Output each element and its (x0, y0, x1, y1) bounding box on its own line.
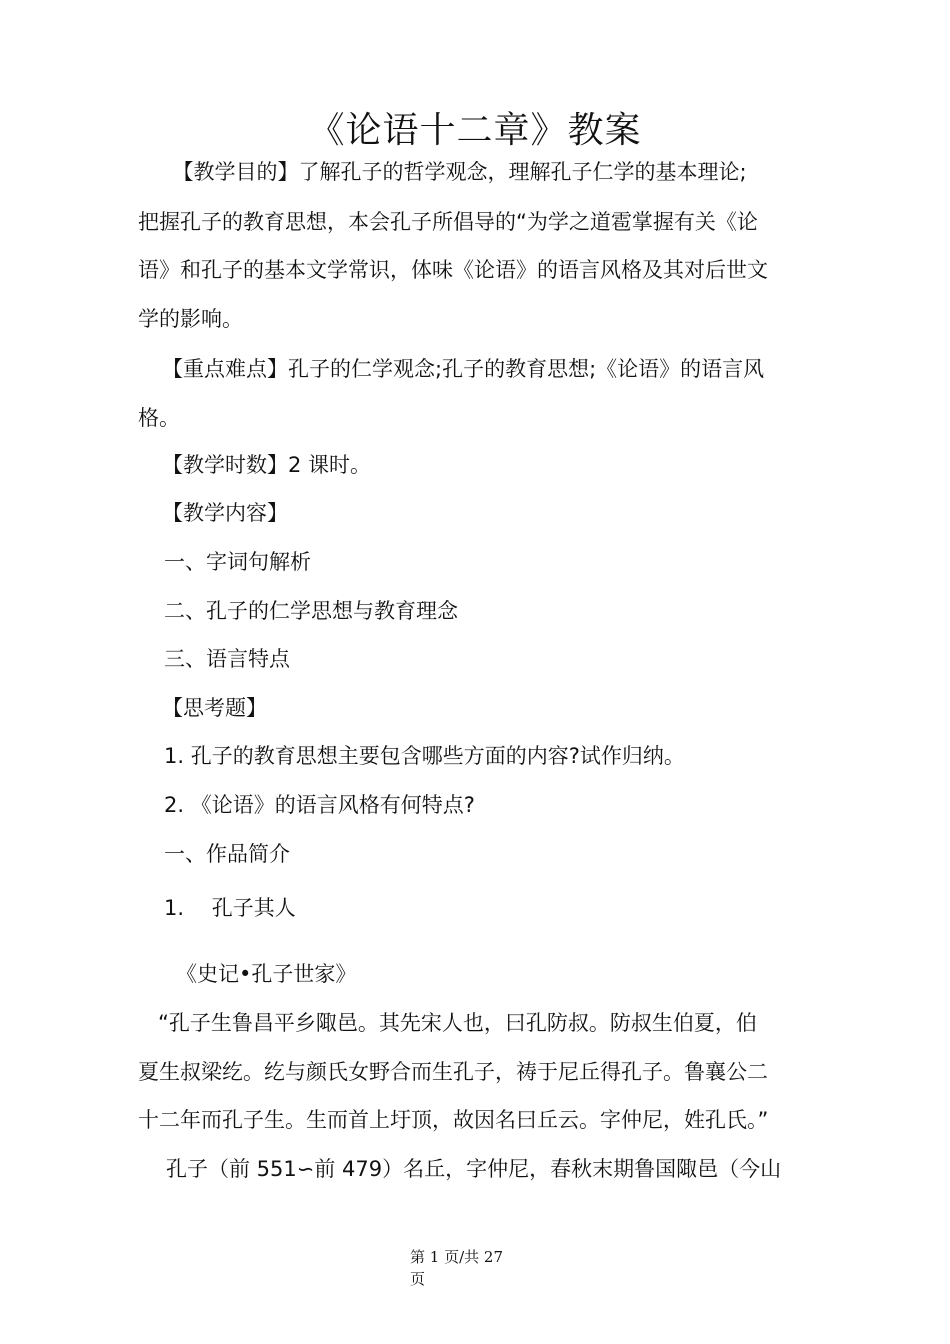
quote-line-1: “孔子生鲁昌平乡陬邑。其先宋人也，曰孔防叔。防叔生伯夏，伯 (158, 1011, 757, 1035)
document-title: 《论语十二章》教案 (308, 110, 642, 151)
question-2: 2. 《论语》的语言风格有何特点? (164, 793, 475, 817)
class-hours-line: 【教学时数】2 课时。 (162, 453, 372, 477)
questions-heading: 【思考题】 (162, 696, 267, 720)
quote-line-2: 夏生叔梁纥。纥与颜氏女野合而生孔子，祷于尼丘得孔子。鲁襄公二 (138, 1060, 768, 1084)
biography-line-1: 孔子（前 551∽前 479）名丘，字仲尼，春秋末期鲁国陬邑（今山 (166, 1157, 782, 1181)
objective-line-1: 【教学目的】了解孔子的哲学观念，理解孔子仁学的基本理论; (162, 160, 747, 184)
question-1: 1. 孔子的教育思想主要包含哪些方面的内容?试作归纳。 (164, 744, 685, 768)
objective-line-4: 学的影响。 (138, 307, 243, 331)
content-heading: 【教学内容】 (162, 501, 288, 525)
source-title: 《史记•孔子世家》 (176, 962, 357, 986)
key-points-line-2: 格。 (138, 406, 180, 430)
content-item-2: 二、孔子的仁学思想与教育理念 (164, 599, 458, 623)
section-heading-intro: 一、作品简介 (164, 842, 290, 866)
page-footer (410, 1246, 550, 1290)
objective-line-3: 语》和孔子的基本文学常识，体味《论语》的语言风格及其对后世文 (138, 258, 768, 282)
subsection-heading-confucius: 1. 孔子其人 (164, 896, 296, 920)
content-item-1: 一、字词句解析 (164, 550, 311, 574)
page-number-line-2: 页 (410, 1270, 426, 1288)
content-item-3: 三、语言特点 (164, 647, 290, 671)
page-number-line-1: 第 1 页/共 27 (410, 1248, 503, 1266)
objective-line-2: 把握孔子的教育思想，本会孔子所倡导的“为学之道雹掌握有关《论 (138, 210, 758, 234)
key-points-line-1: 【重点难点】孔子的仁学观念;孔子的教育思想;《论语》的语言风 (162, 357, 765, 381)
quote-line-3: 十二年而孔子生。生而首上圩顶，故因名曰丘云。字仲尼，姓孔氏。” (138, 1108, 769, 1132)
